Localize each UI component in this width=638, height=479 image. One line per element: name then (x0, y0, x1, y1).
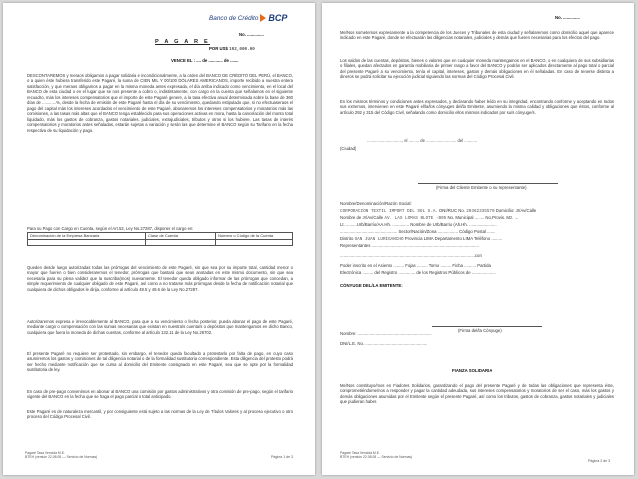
footer-version: BTEH (versión 22.08.08 — Servicio de Normas) (25, 455, 98, 460)
jurisdiction-clause: Me/Nos sometemos expresamente a la competencia de los Jueces y Tribunales de esta ciudad y señalaremos como domicilio aquel que aparece indicado en este Pagaré, donde se efectuarán las diligencias notariales, judiciales y demás que fueren necesarias para los efectos del pago. (340, 30, 614, 41)
ruc-label: DNI/RUC No. (439, 208, 465, 213)
name-label: Nombre/Denominación/Razón Social: (340, 201, 412, 206)
address-label: Domicilio: Jr/Av/Calle (495, 208, 537, 213)
signature-caption-spouse: (Firma del/la Cónyuge) (458, 328, 502, 333)
representatives-continued: .................................................................................................................con (340, 253, 482, 258)
pagare-page-1 (3, 3, 315, 475)
spouse-clause: En los mismos términos y condiciones antes expresados, y declarando haber leído en su integridad, encontrando conforme y aceptando en todos sus extremos, intervienen en este Pagaré el/la/los cónyuges del/la Emitente, asumiendo la misma calidad y obligaciones que éstos, conforme al artículo 292 y 315 del Código Civil, señalando como domicilio ellos mismos indicados por su/s cónyuge/s. (340, 99, 614, 115)
protest-clause: El presente Pagaré no requiere ser protestado, sin embargo, el tenedor queda facultado a protestarlo por falta de pago, en cuyo caso asumiremos los gastos y comisiones de tal diligencia notarial o de la formalidad sustitutoria correspondiente. Esta diligencia del protesto podrá ser hecho mediante notificación que se cursa al domicilio del Emitente consignado en este Pagaré, sea que se opte por la formalidad sustitutoria de ley. (27, 351, 293, 373)
place-date-line: .............................., el ......... de .......................... del ........... (367, 138, 478, 143)
signature-caption-emitter: (Firma del Cliente Emitente o su representante) (436, 185, 527, 190)
surety-section-title: FIANZA SOLIDARIA (452, 368, 493, 373)
street-number: No. Municipal ........ No.Provis. Mz. ... (447, 215, 519, 220)
spouse-dni-line: DNI/L.E. No. .................................................... (340, 341, 428, 346)
province-line: Provincia LIMA Departamento LIMA Teléfono ......... (404, 236, 503, 241)
main-clause: DESCONTAREMOS y meraos obligamos a pagar solidaria e incondicionalmente, a la orden del BANCO DE CRÉDITO DEL PERÚ, el BANCO, o a quien éste hubiera transferido este Pagaré, la suma de CIEN MIL Y 00/100 DÓLARES AMERICANOS, importe recibido a nuestra entera satisfacción, y que meraos obligamos a pagar en la misma moneda antes expresada, el día arriba indicado como vencimiento, en el local del BANCO de esta ciudad o en el lugar que se nos presente a cobro o, indistintamente, con cargo en la cuenta que señalamos en el siguiente recuadro, más los intereses compensatorios que el importe de este Pagaré genere, a la tasa efectiva anual determinada sobre la base de 360 días de ............%, desde la fecha de emisión de este Pagaré hasta el día de su vencimiento, quedando estipulado que, si no efectuaseraos el pago del capital más los intereses acordados el vencimiento de este Pagaré, abonaremos los intereses compensatorios y moratorios más las comisiones, a las tasas más altas que el BANCO tenga establecido para sus operaciones activas en mora, hasta la cancelación del monto total liquidado, más los gastos de cobranza, gastos notariales, judiciales, extrajudiciales, tributos y otros si los hubiere. Las tasas de interés compensatorios y moratorios antes señaladas, estarán sujetas a variación y serán las que determine el BANCO según su Tarifario en la fecha respectiva de su liquidación y pago. (27, 73, 293, 133)
prepayment-clause: En caso de pre-pago convenimos en abonar al BANCO una comisión por gastos administrativos y otra comisión de pre-pago, según el tarifario vigente del BANCO en la fecha que se haga el pago parcial o total anticipado. (27, 389, 293, 400)
footer-form-name: Pagaré Tasa Vencida M.E. (25, 451, 65, 455)
table-header-bank: Denominación de la Empresa Bancaria (28, 233, 146, 240)
street-value: AV. LAS LOMAS BLOTE -B05 (384, 216, 447, 221)
bank-logo (209, 13, 287, 23)
signature-line-emitter (418, 183, 558, 184)
page-number: Página 2 de 3 (588, 459, 611, 463)
bcp-arrow-icon (260, 14, 266, 22)
logo-bcp: BCP (268, 13, 288, 23)
district-value: SAN JUAN LURIGANCHO (354, 237, 404, 242)
spouse-section-title: CÓNYUGE DEL/LA EMITENTE: (340, 283, 403, 288)
table-header-account-number: Número o Código de la Cuenta (216, 233, 293, 240)
surety-clause: Me/Nos constituyo/mos en Fiadores Solidarios, garantizando el pago del presente Pagaré y de todas las obligaciones que representa éste, comprometiéndome/nos a responder y pagar la cantidad adeudada, sus intereses compensatorios y moratorios de ser el caso, más los gastos y demás obligaciones asumidas por el Emitente según el presente Pagaré, así como los tributos, gastos de cobranza, gastos notariales y judiciales que pudieran haber. (340, 383, 614, 405)
table-row (28, 239, 293, 245)
bank-account-table (27, 232, 293, 246)
compensation-clause: Autorizaremos expresa e irrevocablemente al BANCO, para que a su vencimiento o fecha posterior, pueda abonar el pago de este Pagaré, mediante cargo o compensación con las sumas necesarias que existan en nuestra/s cuenta/s o depósitos que mantengamos en dicho Banco, cualquiera que fuera la moneda de dichas cuentas, conforme al artículo 132.11 de la Ley No.26702. (27, 319, 293, 335)
guarantee-clause: Los saldos de las cuentas, depósitos, bienes o valores que en cualquier moneda mantengamos en el BANCO, o en cualquiera de sus subsidiarias o filiales, quedan afectados en garantía mobiliaria de primer rango a favor del BANCO y podrán ser aplicados directamente al pago total o parcial del presente Pagaré a su vencimiento, tenía el capital, intereses, gastos y demás obligaciones en él señaladas. En caso de tenerse distinta a dineros se podrá solicitar su ejecución judicial siguiendo las normas del Código Procesal Civil. (340, 58, 614, 80)
district-label: Distrito (340, 236, 354, 241)
amount-label: POR US$ (209, 46, 228, 51)
logo-text: Banco de Crédito (209, 14, 259, 22)
legal-nature-clause: Este Pagaré es de naturaleza mercantil, y por consiguiente está sujeto a las normas de la Ley de Títulos Valores y al proceso ejecutivo o otro proceso del Código Procesal Civil. (27, 409, 293, 420)
due-date: VENCE EL : .... de ............ de ....... (171, 58, 239, 63)
street-label: Nombre de Jr/Av/Calle (340, 215, 384, 220)
spouse-name-line: Nombre: .............................................................. (340, 331, 432, 336)
document-number: No. .............. (555, 15, 580, 20)
table-header-account-type: Clase de Cuenta (146, 233, 216, 240)
signature-line-spouse (432, 326, 542, 327)
page-number: Página 1 de 3 (271, 455, 294, 459)
sector-line: ................................................ Sector/Nación/Zona ................. Código Postal ....... (340, 229, 496, 234)
electronic-registry-line: Electrónica ......... del Registro .............. de los Registros Públicos de .................... (340, 270, 496, 275)
urbanization-line: Lt. .........Urb/Barrio/AA.Hh. .............. Nombre de Urb/Barrio (Ah.Hh. ....................... (340, 222, 497, 227)
amount-value: 192,000.00 (229, 47, 255, 52)
extension-clause: Queden desde luego autorizadas todas las prórrogas del vencimiento de este Pagaré, sin que sea por su importe total, cantidad menor o mayor que fueren o bien consideraremos el tenedor, prórrogas que bastará que sean anotadas en este mismo documento, sin que sea necesaria para su plena validez que la suscriba(mos) nuevamente. El tenedor queda obligado informar de las prórrogas que concedan, a simple requerimiento de cualquier obligado de este Pagaré, así como a no tratarse más prórrogas desde la fecha de notificación notarial que cualquiera de dichos obligados le dirija, conforme al artículo 49.5 y 49.6 de la Ley No.27287. (27, 265, 293, 292)
ruc-value: 20362335570 (466, 209, 495, 214)
city-label: (Ciudad) (340, 146, 357, 151)
footer-form-name: Pagaré Tasa Vencida M.E. (340, 451, 380, 455)
representatives-line: Representantes .......................................................................................... (340, 243, 479, 248)
footer-version: BTEH (versión 22.08.08 — Servicio de Normas) (340, 455, 413, 460)
pagare-page-2 (322, 3, 634, 475)
power-registry-line: Poder inscrito en el Asiento ......... Fojas ......... Tomo ......... Ficha .......... Partida (340, 263, 491, 268)
company-name: CORPORACION TEXTIL IMPORT DEL SOL S.A. (340, 209, 438, 214)
document-title: P A G A R E (155, 39, 210, 45)
debit-clause: Para su Pago con Cargo en Cuenta, según el Art.53, Ley No.27287, disponer el cargo en: (27, 226, 194, 231)
document-number: No. .............. (239, 32, 264, 37)
